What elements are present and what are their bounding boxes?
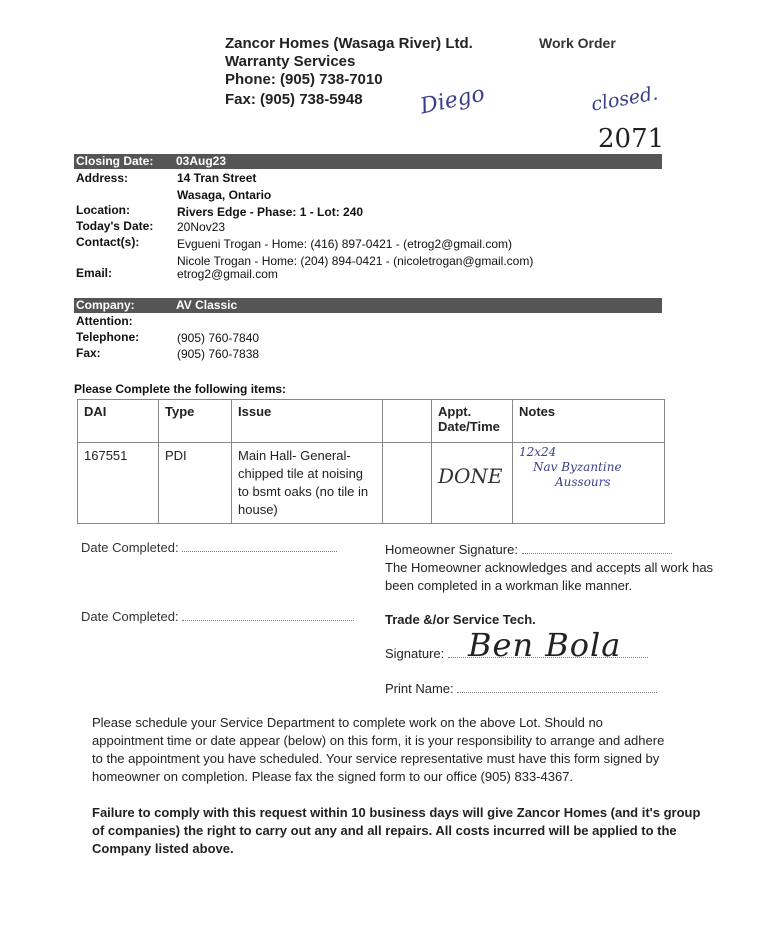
trade-signature-label: Signature: bbox=[385, 646, 445, 661]
instructions-paragraph: Please schedule your Service Department to complete work on the above Lot. Should no appointment time or date appear (below) on this form, it is your responsibility to arrange and adhere to the appointment you have scheduled. Your service representative must have this form signed by homeowner on completion. Please fax the signed form to our office (905) 833-4367. bbox=[92, 715, 665, 784]
department-name: Warranty Services bbox=[225, 53, 356, 70]
handwritten-closed: closed. bbox=[589, 82, 660, 116]
company-label: Company: bbox=[76, 298, 135, 312]
warning-paragraph: Failure to comply with this request within 10 business days will give Zancor Homes (and it's group of companies) the right to carry out any and all repairs. All costs incurred will be applied to the Company listed above. bbox=[92, 805, 701, 856]
print-name bbox=[385, 681, 657, 696]
handwritten-name: Diego bbox=[418, 81, 487, 120]
address-label: Address: bbox=[76, 171, 129, 185]
doc-type-title: Work Order bbox=[539, 35, 616, 51]
cell-notes bbox=[513, 443, 665, 524]
closing-date-value: 03Aug23 bbox=[176, 154, 227, 168]
date-completed-1-label: Date Completed: bbox=[81, 540, 179, 555]
items-intro: Please Complete the following items: bbox=[74, 382, 287, 396]
items-header-row bbox=[78, 400, 665, 443]
header-type: Type bbox=[159, 400, 232, 443]
company-fax: Fax: (905) 738-5948 bbox=[225, 91, 363, 108]
company-value: AV Classic bbox=[176, 298, 238, 312]
cell-issue: Main Hall- General- chipped tile at noising to bsmt oaks (no tile in house) bbox=[232, 443, 383, 524]
items-table bbox=[77, 399, 665, 524]
address-line1: 14 Tran Street bbox=[177, 171, 257, 185]
date-completed-1 bbox=[81, 540, 337, 555]
date-completed-2 bbox=[81, 609, 354, 624]
cell-appt bbox=[432, 443, 513, 524]
email-value: etrog2@gmail.com bbox=[177, 267, 278, 281]
cell-type: PDI bbox=[159, 443, 232, 524]
closing-date-bar bbox=[74, 154, 662, 169]
homeowner-signature-field[interactable] bbox=[522, 553, 672, 554]
print-name-label: Print Name: bbox=[385, 681, 454, 696]
contact-1: Evgueni Trogan - Home: (416) 897-0421 - (etrog2@gmail.com) bbox=[177, 237, 513, 251]
handwritten-note-1: 12x24 bbox=[519, 445, 557, 459]
email-label: Email: bbox=[76, 266, 113, 280]
handwritten-number: 2071 bbox=[598, 124, 665, 154]
contacts-label: Contact(s): bbox=[76, 235, 140, 249]
fax-value: (905) 760-7838 bbox=[177, 347, 260, 361]
address-line2: Wasaga, Ontario bbox=[177, 188, 272, 202]
closing-date-label: Closing Date: bbox=[76, 154, 154, 168]
header-issue: Issue bbox=[232, 400, 383, 443]
todays-date-value: 20Nov23 bbox=[177, 220, 226, 234]
date-completed-2-label: Date Completed: bbox=[81, 609, 179, 624]
company-phone: Phone: (905) 738-7010 bbox=[225, 71, 383, 88]
homeowner-signature bbox=[385, 542, 672, 557]
location-label: Location: bbox=[76, 203, 130, 217]
table-row bbox=[78, 443, 665, 524]
location-value: Rivers Edge - Phase: 1 - Lot: 240 bbox=[177, 205, 364, 219]
print-name-field[interactable] bbox=[457, 692, 657, 693]
header-notes: Notes bbox=[513, 400, 665, 443]
telephone-label: Telephone: bbox=[76, 330, 140, 344]
header-blank bbox=[383, 400, 432, 443]
attention-label: Attention: bbox=[76, 314, 133, 328]
todays-date-label: Today's Date: bbox=[76, 219, 154, 233]
homeowner-signature-label: Homeowner Signature: bbox=[385, 542, 518, 557]
handwritten-note-2: Nav Byzantine bbox=[533, 460, 622, 474]
date-completed-1-field[interactable] bbox=[182, 551, 337, 552]
contact-2: Nicole Trogan - Home: (204) 894-0421 - (nicoletrogan@gmail.com) bbox=[177, 254, 534, 268]
homeowner-acknowledgement: The Homeowner acknowledges and accepts all work has been completed in a workman like manner. bbox=[385, 560, 714, 593]
handwritten-note-3: Aussours bbox=[555, 475, 611, 489]
handwritten-done: DONE bbox=[438, 464, 503, 488]
trade-title: Trade &/or Service Tech. bbox=[385, 612, 536, 627]
company-bar bbox=[74, 298, 662, 313]
handwritten-signature: Ben Bola bbox=[468, 626, 622, 664]
fax-label: Fax: bbox=[76, 346, 101, 360]
header-appt: Appt. Date/Time bbox=[432, 400, 513, 443]
cell-blank bbox=[383, 443, 432, 524]
date-completed-2-field[interactable] bbox=[182, 620, 354, 621]
cell-dai: 167551 bbox=[78, 443, 159, 524]
company-name: Zancor Homes (Wasaga River) Ltd. bbox=[225, 35, 473, 52]
telephone-value: (905) 760-7840 bbox=[177, 331, 260, 345]
header-dai: DAI bbox=[78, 400, 159, 443]
